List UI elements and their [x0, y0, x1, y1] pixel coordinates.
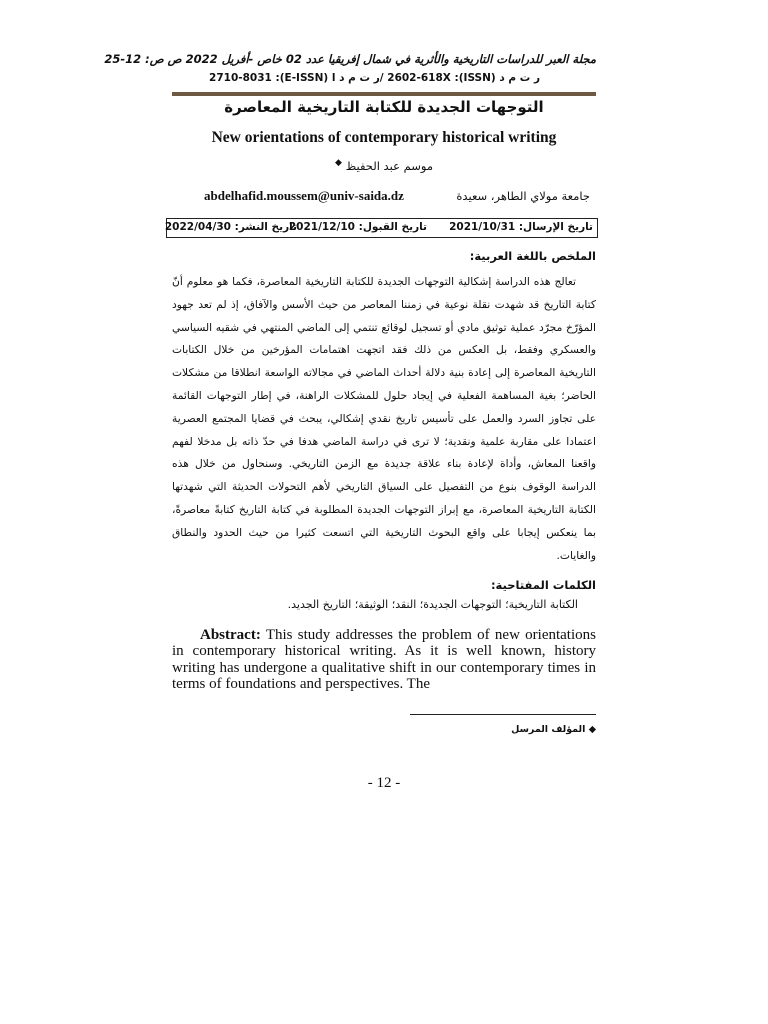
footnote-mark: ◆	[588, 724, 596, 735]
footnote	[420, 724, 596, 735]
corresponding-author-mark: ◆	[335, 158, 342, 168]
author-name: موسم عبد الحفيظ	[345, 158, 433, 173]
english-abstract	[172, 627, 596, 692]
article-title-arabic: التوجهات الجديدة للكتابة التاريخية المعاصرة	[224, 98, 544, 116]
date-submitted: تاريخ الإرسال: 2021/10/31	[449, 221, 593, 233]
page-number: - 12 -	[367, 775, 401, 791]
author-university: جامعة مولاي الطاهر، سعيدة	[456, 189, 590, 203]
issn-line: ر ت م د (ISSN): 2602-618X /ر ت م د ا (E-ISSN): 2710-8031	[209, 72, 540, 84]
date-accepted: تاريخ القبول: 2021/12/10	[288, 221, 427, 233]
dates-box	[166, 218, 598, 238]
journal-title-line: مجلة العبر للدراسات التاريخية والأثرية في شمال إفريقيا عدد 02 خاص -أفريل 2022 ص ص: 12-25	[104, 52, 596, 66]
author-email[interactable]: abdelhafid.moussem@univ-saida.dz	[204, 188, 404, 203]
english-abstract-body: This study addresses the problem of new orientations in contemporary historical writing. As it is well known, history writing has undergone a qualitative shift in our contemporary times in terms of foundations and perspectives. The	[172, 627, 596, 692]
footnote-text: المؤلف المرسل	[511, 724, 586, 735]
arabic-abstract-body: تعالج هذه الدراسة إشكالية التوجهات الجديدة للكتابة التاريخية المعاصرة، فكما هو معلوم أنّ كتابة التاريخ قد شهدت نقلة نوعية في زمننا المعاصر من حيث الأسس والآفاق، إذ لم تعد جهود المؤرّخ مجرّد عملية توثيق مادي أو تسجيل لوقائع تنتمي إلى الماضي المنتهي في شقيه السياسي والعسكري وفقط، بل العكس من ذلك فقد اتجهت اهتمامات المؤرخين من خلال الكتابات التاريخية المعاصرة إلى إعادة بنية دلالة أحداث الماضي في مجالاته الواسعة انطلاقا من مشكلات الحاضر؛ بغية المساهمة الفعلية في إيجاد حلول للمشكلات الراهنة، في إطار التوجهات القائمة على تجاوز السرد والعمل على تأسيس تاريخ نقدي إشكالي، يبحث في قضايا المجتمع العصرية اعتمادا على مقاربة علمية ونقدية؛ لا ترى في دراسة الماضي هدفا في حدّ ذاته بل مدخلا لفهم واقعنا المعاش، وأداة لإعادة بناء علاقة جديدة مع الزمن التاريخي. وسنحاول من خلال هذه الدراسة الوقوف بنوع من التفصيل على السياق التاريخي لأهم التحولات الحديثة التي شهدتها الكتابة التاريخية المعاصرة، مع إبراز التوجهات الجديدة المطلوبة في كتابة التاريخ كتابةً معاصرةً، بما ينعكس إيجابا على واقع البحوث التاريخية التي اتسعت كثيرا من حيث الحدود والنطاق والغايات.	[172, 275, 596, 562]
english-abstract-label: Abstract:	[200, 627, 261, 643]
header-rule	[172, 92, 596, 96]
author-line	[172, 158, 596, 173]
article-title-english: New orientations of contemporary historical writing	[211, 129, 557, 146]
footnote-rule	[410, 714, 596, 715]
arabic-abstract-heading: الملخص باللغة العربية:	[469, 249, 596, 263]
date-published: تاريخ النشر: 2022/04/30	[164, 221, 297, 233]
keywords-heading: الكلمات المفتاحية:	[490, 578, 596, 592]
keywords-list: الكتابة التاريخية؛ التوجهات الجديدة؛ النقد؛ الوثيقة؛ التاريخ الجديد.	[287, 598, 578, 611]
